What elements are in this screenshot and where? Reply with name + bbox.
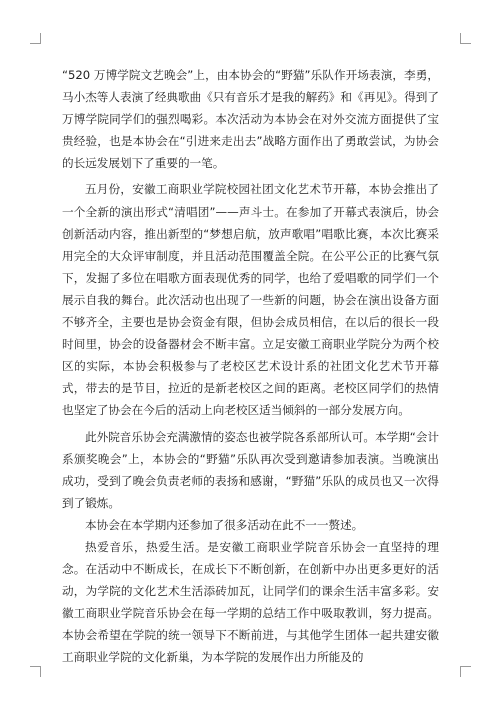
crop-mark-bottom-left: [30, 666, 41, 677]
document-body: [62, 64, 439, 669]
paragraph-5: 热爱音乐，热爱生活。是安徽工商职业学院音乐协会一直坚持的理念。在活动中不断成长，在成长下不断创新，在创新中办出更多更好的活动，为学院的文化艺术生活添砖加瓦，让同学们的课余生活丰富多彩。安徽工商职业学院音乐协会在每一学期的总结工作中吸取教训，努力提高。本协会希望在学院的统一领导下不断前进，与其他学生团体一起共建安徽工商职业学院的文化新巢，为本学院的发展作出力所能及的: [62, 539, 439, 665]
paragraph-2: 五月份，安徽工商职业学院校园社团文化艺术节开幕，本协会推出了一个全新的演出形式“清唱团”——声斗士。在参加了开幕式表演后，协会创新活动内容，推出新型的“梦想启航，放声歌唱”唱歌比赛，本次比赛采用完全的大众评审制度，并且活动范围覆盖全院。在公平公正的比赛气氛下，发掘了多位在唱歌方面表现优秀的同学，也给了爱唱歌的同学们一个展示自我的舞台。此次活动也出现了一些新的问题，协会在演出设备方面不够齐全，主要也是协会资金有限，但协会成员相信，在以后的很长一段时间里，协会的设备器材会不断丰富。立足安徽工商职业学院分为两个校区的实际，本协会积极参与了老校区艺术设计系的社团文化艺术节开幕式，带去的是节目，拉近的是新老校区之间的距离。老校区同学们的热情也坚定了协会在今后的活动上向老校区适当倾斜的一部分发展方向。: [62, 182, 439, 418]
crop-mark-top-right: [460, 33, 471, 44]
paragraph-1: “520 万博学院文艺晚会”上，由本协会的“野猫”乐队作开场表演，李勇，马小杰等人表演了经典歌曲《只有音乐才是我的解药》和《再见》。得到了万博学院同学们的强烈喝彩。本次活动为本协会在对外交流方面提供了宝贵经验，也是本协会在“引进来走出去”战略方面作出了勇敢尝试，为协会的长远发展划下了重要的一笔。: [62, 68, 439, 171]
crop-mark-bottom-right: [460, 666, 471, 677]
paragraph-3: 此外院音乐协会充满激情的姿态也被学院各系部所认可。本学期“会计系颁奖晚会”上，本协会的“野猫”乐队再次受到邀请参加表演。当晚演出成功，受到了晚会负责老师的表扬和感谢，“野猫”乐队的成员也又一次得到了锻炼。: [62, 429, 439, 510]
paragraph-4: 本协会在本学期内还参加了很多活动在此不一一赘述。: [85, 517, 364, 532]
crop-mark-top-left: [30, 33, 41, 44]
